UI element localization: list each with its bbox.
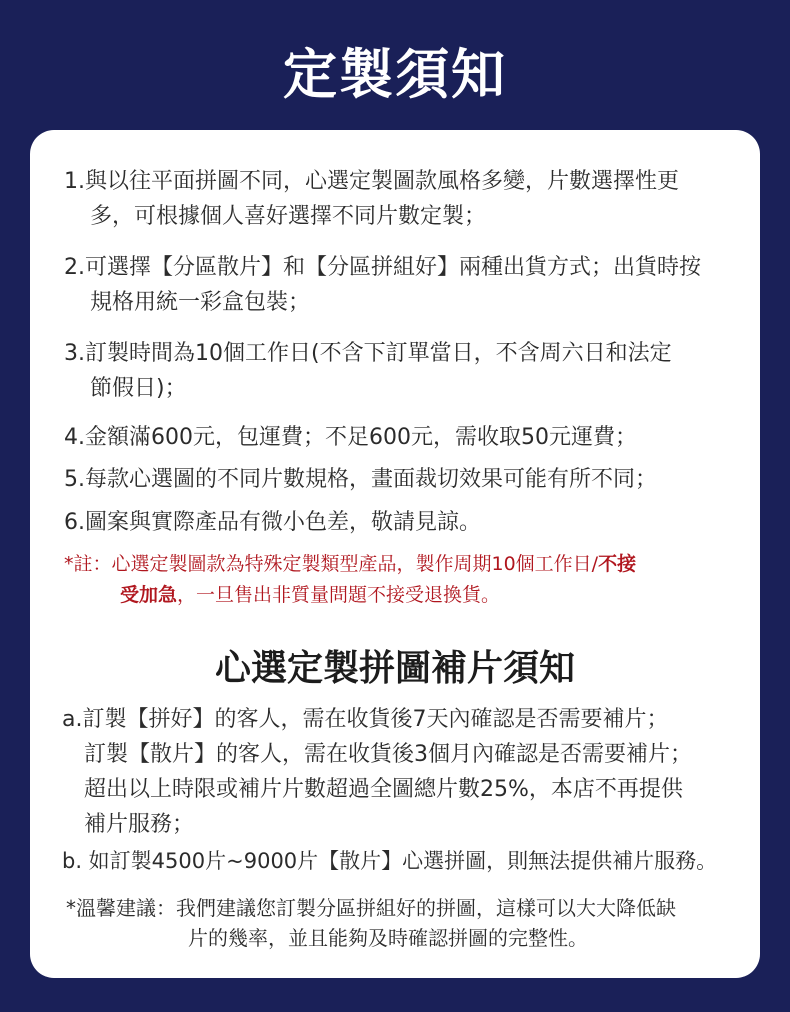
special-remark xyxy=(64,549,754,611)
notice-item-3-line-2: 節假日)； xyxy=(90,376,187,401)
notice-item-1 xyxy=(64,164,754,234)
notice-item-4 xyxy=(64,420,754,455)
refill-rule-a-line-3: 超出以上時限或補片片數超過全圖總片數25%，本店不再提供 xyxy=(84,777,683,802)
notice-item-5-line: 5.每款心選圖的不同片數規格，畫面裁切效果可能有所不同； xyxy=(64,467,657,492)
remark-text-1: *註：心選定製圖款為特殊定製類型產品，製作周期10個工作日/ xyxy=(64,553,599,575)
warm-tip-line-1: *溫馨建議：我們建議您訂製分區拼組好的拼圖，這樣可以大大降低缺 xyxy=(66,896,676,920)
refill-rule-b xyxy=(62,844,752,879)
notice-item-3-line-1: 3.訂製時間為10個工作日(不含下訂單當日，不含周六日和法定 xyxy=(64,341,672,366)
refill-section-title: 心選定製拼圖補片須知 xyxy=(214,648,575,689)
refill-rule-a-line-1: a.訂製【拼好】的客人，需在收貨後7天內確認是否需要補片； xyxy=(62,707,669,732)
remark-bold-2: 受加急 xyxy=(120,584,178,606)
remark-text-2: ，一旦售出非質量問題不接受退換貨。 xyxy=(177,584,501,606)
notice-item-6-line: 6.圖案與實際產品有微小色差，敬請見諒。 xyxy=(64,510,481,535)
notice-item-6 xyxy=(64,505,754,540)
refill-rule-a-line-2: 訂製【散片】的客人，需在收貨後3個月內確認是否需要補片； xyxy=(84,742,692,767)
notice-item-5 xyxy=(64,462,754,497)
warm-tip-line-2: 片的幾率，並且能夠及時確認拼圖的完整性。 xyxy=(188,926,588,950)
notice-item-2 xyxy=(64,250,754,320)
remark-bold-1: 不接 xyxy=(598,553,637,575)
refill-rule-a-line-4: 補片服務； xyxy=(84,812,195,837)
notice-item-2-line-1: 2.可選擇【分區散片】和【分區拼組好】兩種出貨方式；出貨時按 xyxy=(64,255,701,280)
notice-item-1-line-2: 多，可根據個人喜好選擇不同片數定製； xyxy=(90,204,487,229)
page-title: 定製須知 xyxy=(283,43,507,106)
notice-item-1-line-1: 1.與以往平面拼圖不同，心選定製圖款風格多變，片數選擇性更 xyxy=(64,169,679,194)
notice-item-4-line: 4.金額滿600元，包運費；不足600元，需收取50元運費； xyxy=(64,425,637,450)
warm-tip xyxy=(66,893,756,953)
refill-rule-a xyxy=(62,702,752,842)
notice-item-3 xyxy=(64,336,754,406)
notice-item-2-line-2: 規格用統一彩盒包裝； xyxy=(90,290,311,315)
refill-rule-b-line: b. 如訂製4500片~9000片【散片】心選拼圖，則無法提供補片服務。 xyxy=(62,849,718,873)
